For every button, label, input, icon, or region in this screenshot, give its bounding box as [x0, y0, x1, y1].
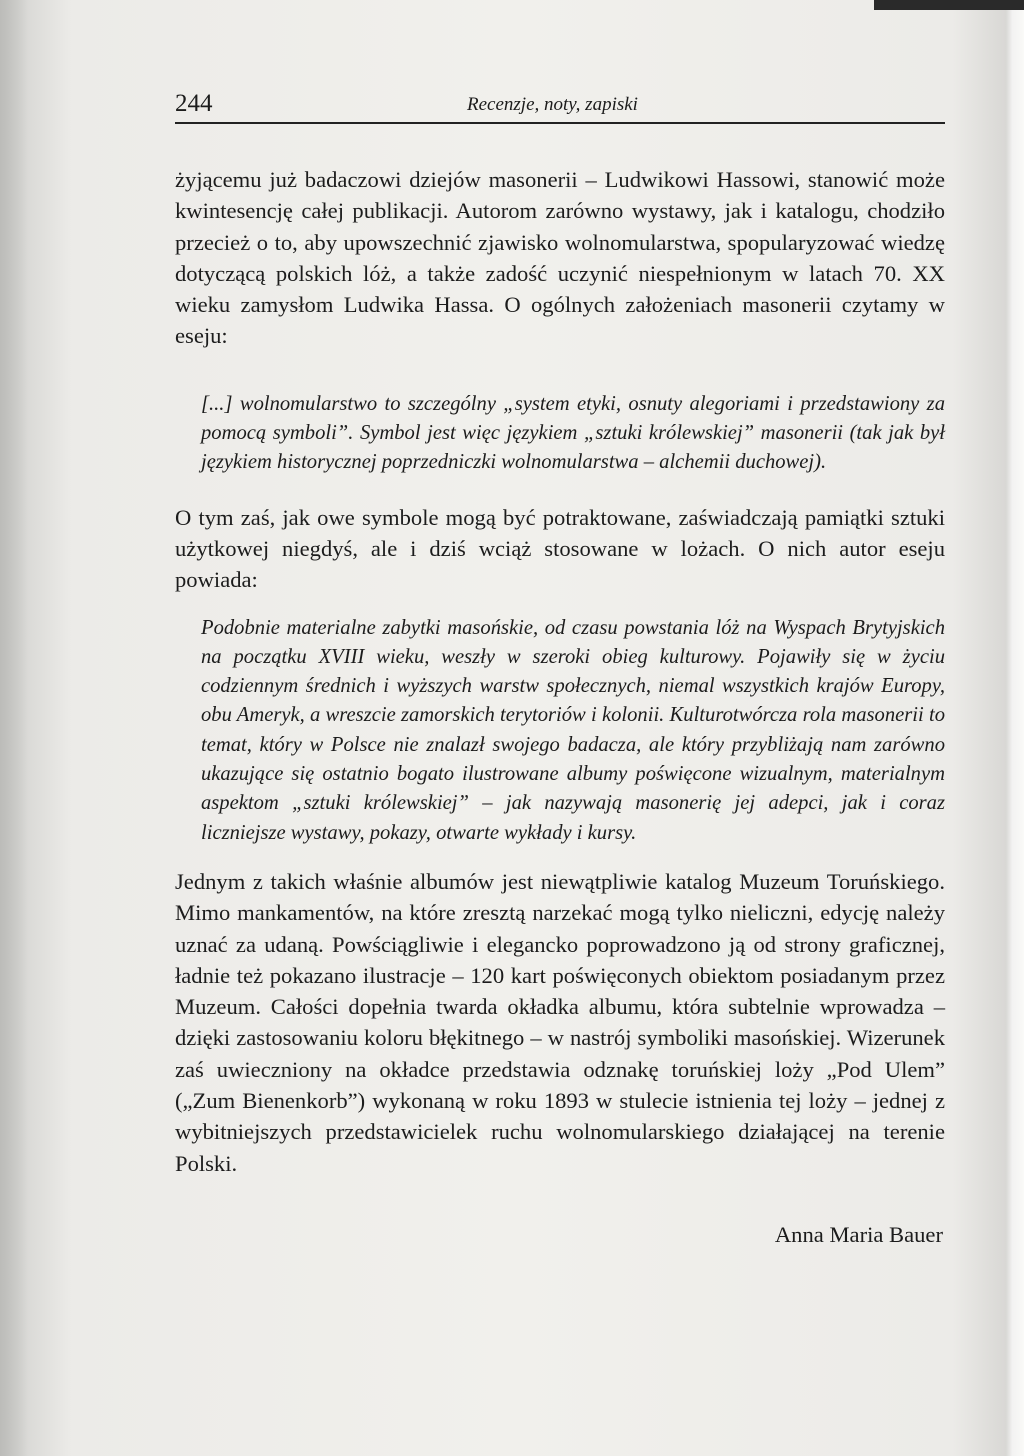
page-edge-right — [1006, 0, 1024, 1456]
page-content — [175, 84, 945, 1250]
page-number: 244 — [175, 90, 213, 117]
paragraph-1: żyjącemu już badaczowi dziejów masonerii – Ludwikowi Hassowi, stanowić może kwintesencję całej publikacji. Autorom zarówno wystawy, jak i katalogu, chodziło przecież o to, aby upowszechnić zjawisko wolnomularstwa, spopularyzować wiedzę dotyczącą polskich lóż, a także zadość uczynić niespełnionym w latach 70. XX wieku zamysłom Ludwika Hassa. O ogólnych założeniach masonerii czytamy w eseju: — [175, 167, 945, 349]
block-quote-1: [...] wolnomularstwo to szczególny „system etyki, osnuty alegoriami i przedstawiony za pomocą symboli”. Symbol jest więc językiem „sztuki królewskiej” masonerii (tak jak był językiem historycznej poprzedniczki wolnomularstwa – alchemii duchowej). — [201, 392, 945, 474]
author-signature: Anna Maria Bauer — [774, 1221, 943, 1247]
paragraph-3: Jednym z takich właśnie albumów jest niewątpliwie katalog Muzeum Toruńskiego. Mimo mankamentów, na które zresztą narzekać mogą tylko nieliczni, edycję należy uznać za udaną. Powściągliwie i elegancko poprowadzono ją od strony graficznej, ładnie też pokazano ilustracje – 120 kart poświęconych obiektom posiadanym przez Muzeum. Całości dopełnia twarda okładka albumu, która subtelnie wprowadza – dzięki zastosowaniu koloru błękitnego – w nastrój symboliki masońskiej. Wizerunek zaś uwieczniony na okładce przedstawia odznakę toruńskiej loży „Pod Ulem” („Zum Bienenkorb”) wykonaną w roku 1893 w stulecie istnienia tej loży – jednej z wybitniejszych przedstawicielek ruchu wolnomularskiego działającej na terenie Polski. — [175, 868, 945, 1176]
article-body — [175, 164, 945, 1250]
page-shadow-left — [0, 0, 28, 1456]
scan-border-top-right — [874, 0, 1024, 10]
block-quote-2: Podobnie materialne zabytki masońskie, od czasu powstania lóż na Wyspach Brytyjskich na początku XVIII wieku, weszły w szeroki obieg kulturowy. Pojawiły się w życiu codziennym średnich i wyższych warstw społecznych, niemal wszystkich krajów Europy, obu Ameryk, a wreszcie zamorskich terytoriów i kolonii. Kulturotwórcza rola masonerii to temat, który w Polsce nie znalazł swojego badacza, ale który przybliżają nam zarówno ukazujące się ostatnio bogato ilustrowane albumy poświęcone wizualnym, materialnym aspektom „sztuki królewskiej” – jak nazywają masonerię jej adepci, jak i coraz liczniejsze wystawy, pokazy, otwarte wykłady i kursy. — [201, 616, 945, 844]
running-header — [175, 84, 945, 124]
running-title: Recenzje, noty, zapiski — [467, 94, 638, 115]
paragraph-2: O tym zaś, jak owe symbole mogą być potraktowane, zaświadczają pamiątki sztuki użytkowej niegdyś, ale i dziś wciąż stosowane w lożach. O nich autor eseju powiada: — [175, 504, 945, 593]
